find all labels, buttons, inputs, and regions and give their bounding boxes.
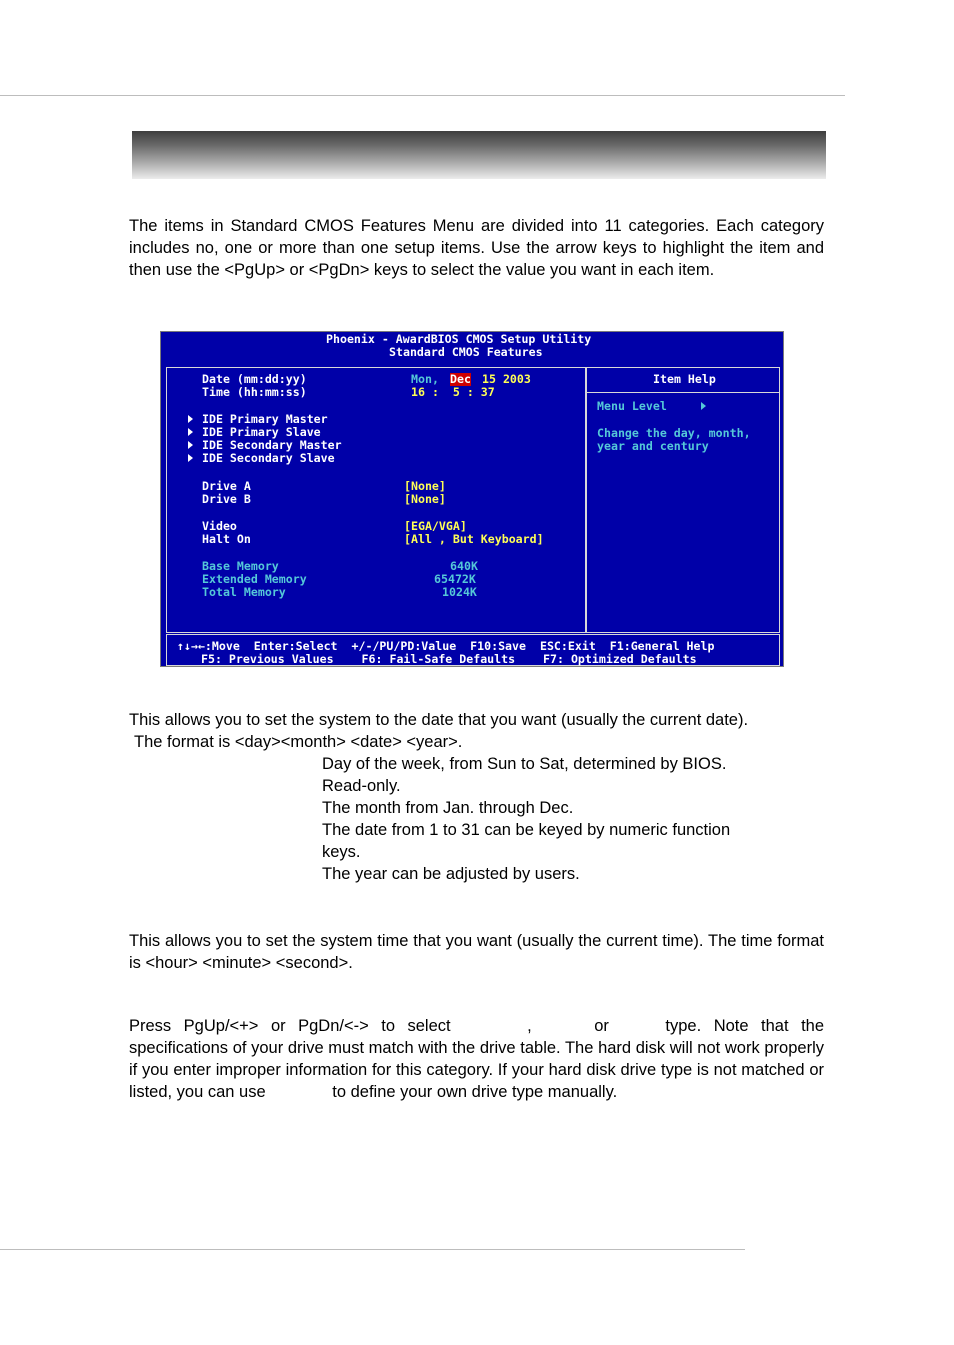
intro-paragraph: The items in Standard CMOS Features Menu are divided into 11 categories. Each category includes no, one or more than one setup items. Use the arrow keys to highlight the item and then use the <PgUp> or <PgDn> keys to select the value you want in each item. xyxy=(129,217,824,279)
date-rest-value[interactable]: 15 2003 xyxy=(482,372,531,386)
video-label[interactable]: Video xyxy=(202,519,237,533)
footer-rule xyxy=(0,1249,745,1250)
total-memory-value: 1024K xyxy=(442,585,477,599)
header-rule xyxy=(0,95,845,96)
base-memory-label: Base Memory xyxy=(202,559,279,573)
ide-description xyxy=(129,1015,824,1103)
time-label[interactable]: Time (hh:mm:ss) xyxy=(202,385,307,399)
item-help-title: Item Help xyxy=(653,372,716,386)
base-memory-value: 640K xyxy=(450,559,478,573)
halt-on-label[interactable]: Halt On xyxy=(202,532,251,546)
ide-desc-part-a: Press PgUp/<+> or PgDn/<-> to select xyxy=(129,1017,451,1035)
drive-a-value[interactable]: [None] xyxy=(404,479,446,493)
drive-a-label[interactable]: Drive A xyxy=(202,479,251,493)
drive-b-label[interactable]: Drive B xyxy=(202,492,251,506)
help-text-line2: year and century xyxy=(597,439,709,453)
drive-b-value[interactable]: [None] xyxy=(404,492,446,506)
date-description-line2: The format is <day><month> <date> <year>. xyxy=(134,733,463,751)
ide-secondary-slave[interactable]: IDE Secondary Slave xyxy=(202,451,335,465)
date-label[interactable]: Date (mm:dd:yy) xyxy=(202,372,307,386)
menu-level-label: Menu Level xyxy=(597,399,667,413)
submenu-arrow-icon xyxy=(188,415,193,423)
ide-secondary-master[interactable]: IDE Secondary Master xyxy=(202,438,342,452)
ide-primary-slave[interactable]: IDE Primary Slave xyxy=(202,425,321,439)
menu-level-arrow-icon xyxy=(701,402,706,410)
date-month-value[interactable]: Dec xyxy=(450,372,471,386)
submenu-arrow-icon xyxy=(188,454,193,462)
date-description-line1: This allows you to set the system to the date that you want (usually the current date). xyxy=(129,711,749,729)
section-title-banner xyxy=(132,131,826,179)
ide-desc-part-c: or xyxy=(594,1017,609,1035)
ide-primary-master[interactable]: IDE Primary Master xyxy=(202,412,328,426)
video-value[interactable]: [EGA/VGA] xyxy=(404,519,467,533)
halt-on-value[interactable]: [All , But Keyboard] xyxy=(404,532,544,546)
ide-desc-part-e: to define your own drive type manually. xyxy=(332,1083,618,1101)
format-day-desc: Day of the week, from Sun to Sat, determined by BIOS. Read-only. xyxy=(322,755,727,795)
date-day-value: Mon, xyxy=(411,372,439,386)
help-text-line1: Change the day, month, xyxy=(597,426,751,440)
ide-desc-part-d: type. Note that the specifications of your drive must match with the drive table. The hard disk will not work properly if you enter improper information for this category. If your hard disk drive type is not matched or listed, you can use xyxy=(129,1017,825,1101)
footer-keys-line1: ↑↓→←:Move Enter:Select +/-/PU/PD:Value F10:Save ESC:Exit F1:General Help xyxy=(177,639,715,653)
extended-memory-value: 65472K xyxy=(434,572,476,586)
bios-title: Phoenix - AwardBIOS CMOS Setup Utility xyxy=(326,332,592,346)
bios-subtitle: Standard CMOS Features xyxy=(389,345,543,359)
format-month-desc: The month from Jan. through Dec. xyxy=(322,799,574,817)
format-year-desc: The year can be adjusted by users. xyxy=(322,865,580,883)
submenu-arrow-icon xyxy=(188,428,193,436)
submenu-arrow-icon xyxy=(188,441,193,449)
footer-keys-line2: F5: Previous Values F6: Fail-Safe Defaults F7: Optimized Defaults xyxy=(201,652,697,666)
time-value[interactable]: 16 : 5 : 37 xyxy=(411,385,495,399)
ide-desc-part-b: , xyxy=(527,1017,532,1035)
time-description: This allows you to set the system time that you want (usually the current time). The time format is <hour> <minute> <second>. xyxy=(129,932,824,972)
format-date-desc: The date from 1 to 31 can be keyed by numeric function keys. xyxy=(322,821,731,861)
total-memory-label: Total Memory xyxy=(202,585,286,599)
bios-screenshot xyxy=(160,331,784,667)
extended-memory-label: Extended Memory xyxy=(202,572,307,586)
help-divider xyxy=(587,392,779,393)
